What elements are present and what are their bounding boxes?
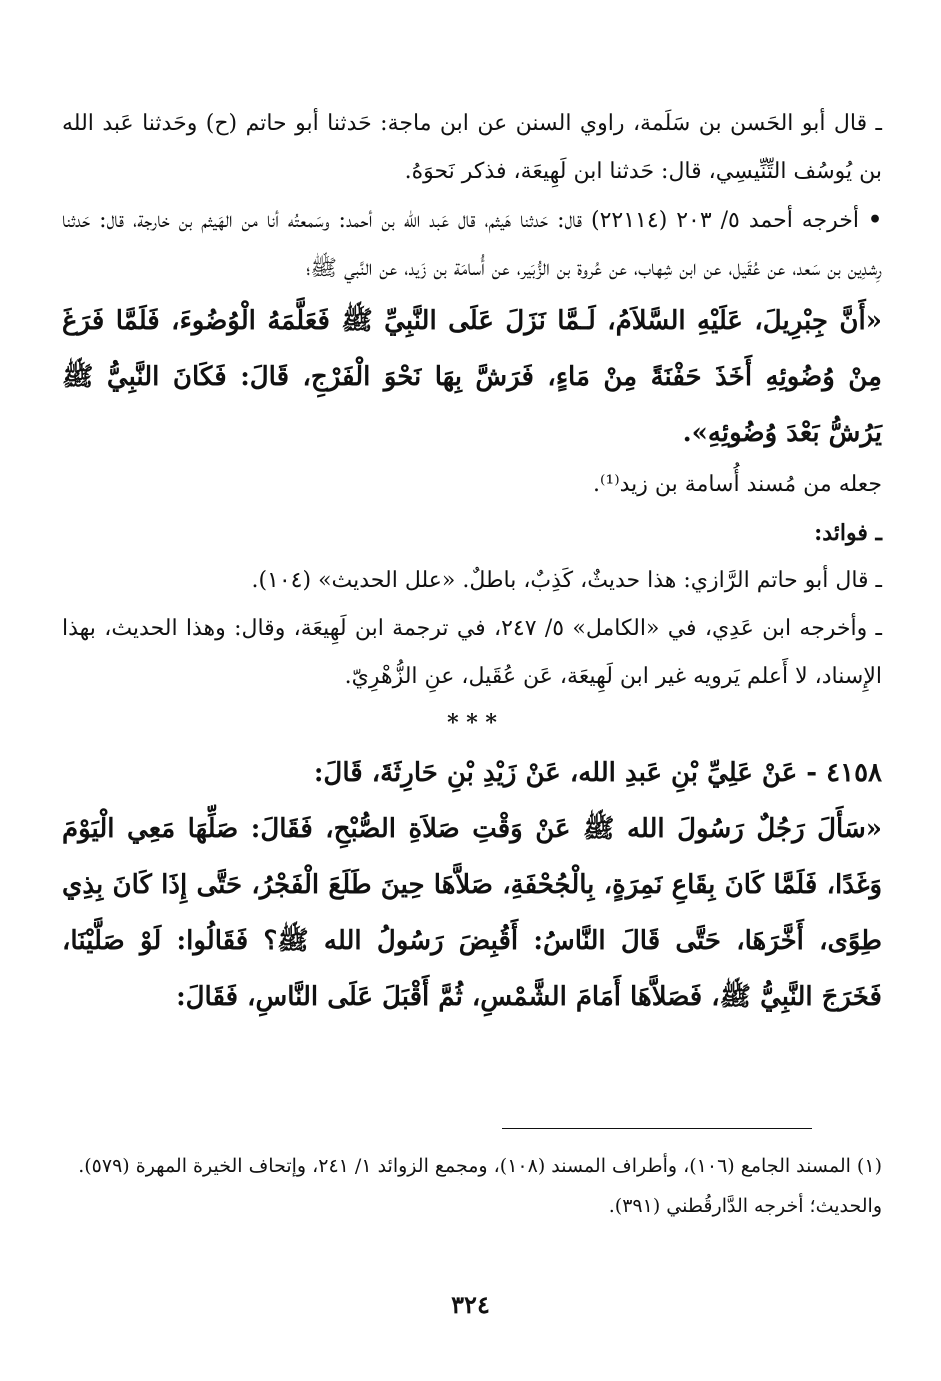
footnote-2: والحديث؛ أخرجه الدَّارقُطني (٣٩١). <box>608 1195 882 1217</box>
fawaid-heading: ـ فوائد: <box>814 520 882 546</box>
footnotes <box>62 1146 882 1226</box>
paragraph-musnad-note: جعله من مُسند أُسامة بن زيد⁽¹⁾. <box>592 472 882 497</box>
page-number: ٣٢٤ <box>451 1290 490 1319</box>
main-text <box>62 100 882 1025</box>
paragraph-takhrij-text: أخرجه أحمد ٥/ ٢٠٣ (٢٢١١٤) قال: حَدثنا هَيثم، قال عَبد الله بن أحمد: وسَمعتُه أنا من الهَيثم بن خارجة، قال: حَدثنا رِشدِين بن سَعد، عن عُقَيل، عن ابن شِهاب، عن عُروة بن الزُّبَير، عن أُسامَة بن زَيد، عن النَّبي ﷺ؛ <box>62 208 882 281</box>
paragraph-abu-hatim: ـ قال أبو حاتم الرَّازي: هذا حديثٌ، كَذِبٌ، باطلٌ. «علل الحديث» (١٠٤). <box>251 568 882 593</box>
paragraph-ibn-adi: ـ وأخرجه ابن عَدِي، في «الكامل» ٥/ ٢٤٧، في ترجمة ابن لَهِيعَة، وقال: وهذا الحديث، بهذا الإِسناد، لا أَعلم يَرويه غير ابن لَهِيعَة، عَن عُقَيل، عنِ الزُّهْرِيّ. <box>62 616 883 689</box>
bullet-icon: • <box>867 207 883 233</box>
footnote-1: (١) المسند الجامع (١٠٦)، وأطراف المسند (١٠٨)، ومجمع الزوائد ١/ ٢٤١، وإتحاف الخيرة المهرة (٥٧٩). <box>78 1155 882 1177</box>
paragraph-chain-note: ـ قال أبو الحَسن بن سَلَمة، راوي السنن عن ابن ماجة: حَدثنا أبو حاتم (ح) وحَدثنا عَبد الله بن يُوسُف التِّنِّيسِي، قال: حَدثنا ابن لَهِيعَة، فذكر نَحوَهُ. <box>62 111 882 184</box>
hadith-text-jibril: «أَنَّ جِبْرِيلَ، عَلَيْهِ السَّلاَمُ، لَـمَّا نَزَلَ عَلَى النَّبِيِّ ﷺ فَعَلَّمَهُ الْوُضُوءَ، فَلَمَّا فَرَغَ مِنْ وُضُوئِهِ أَخَذَ حَفْنَةً مِنْ مَاءٍ، فَرَشَّ بِهَا نَحْوَ الْفَرْجِ، قَالَ: فَكَانَ النَّبِيُّ ﷺ يَرُشُّ بَعْدَ وُضُوئِهِ». <box>62 306 882 448</box>
hadith-number-heading: ٤١٥٨ - عَنْ عَلِيِّ بْنِ عَبدِ الله، عَنْ زَيْدِ بْنِ حَارِثَةَ، قَالَ: <box>313 758 882 788</box>
footnote-divider <box>502 1128 812 1129</box>
section-separator: * * * <box>447 710 497 736</box>
paragraph-takhrij-ahmad <box>62 196 882 293</box>
hadith-text-fajr: «سَأَلَ رَجُلٌ رَسُولَ الله ﷺ عَنْ وَقْتِ صَلاَةِ الصُّبْحِ، فَقَالَ: صَلِّهَا مَعِي الْيَوْمَ وَغَدًا، فَلَمَّا كَانَ بِقَاعِ نَمِرَةٍ، بِالْجُحْفَةِ، صَلاَّهَا حِينَ طَلَعَ الْفَجْرُ، حَتَّى إِذَا كَانَ بِذِي طِوًى، أَخَّرَهَا، حَتَّى قَالَ النَّاسُ: أَقُبِضَ رَسُولُ الله ﷺ؟ فَقَالُوا: لَوْ صَلَّيْنَا، فَخَرَجَ النَّبِيُّ ﷺ، فَصَلاَّهَا أَمَامَ الشَّمْسِ، ثُمَّ أَقْبَلَ عَلَى النَّاسِ، فَقَالَ: <box>62 814 882 1012</box>
